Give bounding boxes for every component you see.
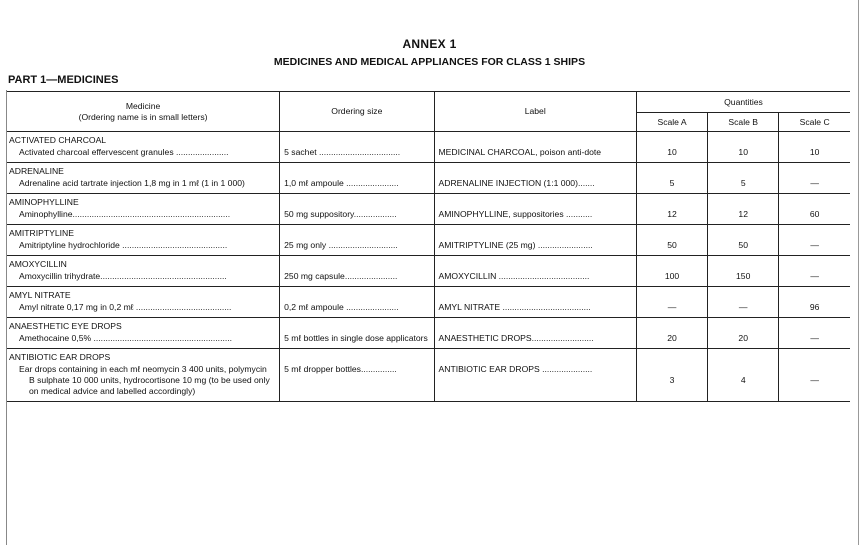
table-row (7, 147, 850, 163)
scale-c-cell: — (779, 364, 850, 402)
scale-b-cell: 10 (708, 147, 779, 163)
group-name: ANAESTHETIC EYE DROPS (9, 321, 122, 331)
header-scale-c: Scale C (779, 113, 850, 132)
part-title: PART 1—MEDICINES (8, 74, 119, 86)
group-row (7, 256, 850, 272)
table-row (7, 209, 850, 225)
scale-c-cell: 60 (779, 209, 850, 225)
scale-a-cell: 100 (636, 271, 707, 287)
annex-subtitle: MEDICINES AND MEDICAL APPLIANCES FOR CLASS 1 SHIPS (273, 56, 586, 68)
group-name: AMOXYCILLIN (9, 259, 67, 269)
ordering-size-cell: 1,0 mℓ ampoule ...................... (280, 178, 434, 194)
scale-a-cell: 10 (636, 147, 707, 163)
medicine-cell: Adrenaline acid tartrate injection 1,8 mg in 1 mℓ (1 in 1 000) (7, 178, 280, 194)
group-name: AMINOPHYLLINE (9, 197, 79, 207)
header-quantities: Quantities (636, 92, 850, 113)
scale-a-cell: — (636, 302, 707, 318)
scale-c-cell: 96 (779, 302, 850, 318)
header-medicine-note: (Ordering name is in small letters) (78, 111, 208, 122)
ordering-size-cell: 50 mg suppository.................. (280, 209, 434, 225)
scale-b-cell: 4 (708, 364, 779, 402)
medicine-cell: Amethocaine 0,5% .......................................................... (7, 333, 280, 349)
group-row (7, 225, 850, 241)
header-label: Label (434, 92, 636, 132)
scale-b-cell: 20 (708, 333, 779, 349)
ordering-size-cell: 250 mg capsule...................... (280, 271, 434, 287)
label-cell: MEDICINAL CHARCOAL, poison anti-dote (434, 147, 636, 163)
table-row (7, 240, 850, 256)
medicine-cell: Activated charcoal effervescent granules ...................... (7, 147, 280, 163)
ordering-size-cell: 5 mℓ dropper bottles............... (280, 364, 434, 402)
header-scale-a: Scale A (636, 113, 707, 132)
group-row (7, 132, 850, 148)
scale-a-cell: 20 (636, 333, 707, 349)
scale-a-cell: 50 (636, 240, 707, 256)
medicines-table (7, 91, 850, 402)
label-cell: ANAESTHETIC DROPS.......................... (434, 333, 636, 349)
medicine-cell: Ear drops containing in each mℓ neomycin 3 400 units, polymycin B sulphate 10 000 units, hydrocortisone 10 mg (to be used only on medical advice and labelled accordingly) (7, 364, 280, 402)
group-row (7, 287, 850, 303)
label-cell: ADRENALINE INJECTION (1:1 000)....... (434, 178, 636, 194)
ordering-size-cell: 5 sachet .................................. (280, 147, 434, 163)
group-row (7, 349, 850, 365)
header-medicine-label: Medicine (125, 100, 161, 111)
group-name: AMITRIPTYLINE (9, 228, 74, 238)
label-cell: AMYL NITRATE ..................................... (434, 302, 636, 318)
ordering-size-cell: 5 mℓ bottles in single dose applicators (280, 333, 434, 349)
group-name: AMYL NITRATE (9, 290, 71, 300)
header-scale-b: Scale B (708, 113, 779, 132)
group-row (7, 163, 850, 179)
medicine-cell: Amoxycillin trihydrate..................................................... (7, 271, 280, 287)
table-row (7, 271, 850, 287)
group-name: ADRENALINE (9, 166, 64, 176)
scale-b-cell: 5 (708, 178, 779, 194)
table-row (7, 364, 850, 402)
label-cell: AMOXYCILLIN ...................................... (434, 271, 636, 287)
scale-b-cell: 12 (708, 209, 779, 225)
label-cell: AMINOPHYLLINE, suppositories ........... (434, 209, 636, 225)
scale-a-cell: 3 (636, 364, 707, 402)
scale-b-cell: 50 (708, 240, 779, 256)
table-row (7, 178, 850, 194)
group-row (7, 318, 850, 334)
header-medicine (7, 92, 280, 132)
ordering-size-cell: 0,2 mℓ ampoule ...................... (280, 302, 434, 318)
ordering-size-cell: 25 mg only ............................. (280, 240, 434, 256)
scale-b-cell: 150 (708, 271, 779, 287)
table-row (7, 333, 850, 349)
group-row (7, 194, 850, 210)
table-row (7, 302, 850, 318)
scale-a-cell: 12 (636, 209, 707, 225)
group-name: ACTIVATED CHARCOAL (9, 135, 107, 145)
scale-c-cell: — (779, 271, 850, 287)
scale-c-cell: — (779, 240, 850, 256)
header-ordering-size: Ordering size (280, 92, 434, 132)
scale-b-cell: — (708, 302, 779, 318)
scale-c-cell: 10 (779, 147, 850, 163)
scale-c-cell: — (779, 333, 850, 349)
scale-c-cell: — (779, 178, 850, 194)
scale-a-cell: 5 (636, 178, 707, 194)
medicine-cell: Amyl nitrate 0,17 mg in 0,2 mℓ ........................................ (7, 302, 280, 318)
group-name: ANTIBIOTIC EAR DROPS (9, 352, 111, 362)
label-cell: AMITRIPTYLINE (25 mg) ....................... (434, 240, 636, 256)
label-cell: ANTIBIOTIC EAR DROPS ..................... (434, 364, 636, 402)
annex-title: ANNEX 1 (402, 37, 457, 51)
medicine-cell: Aminophylline.................................................................. (7, 209, 280, 225)
medicine-cell: Amitriptyline hydrochloride ............................................ (7, 240, 280, 256)
